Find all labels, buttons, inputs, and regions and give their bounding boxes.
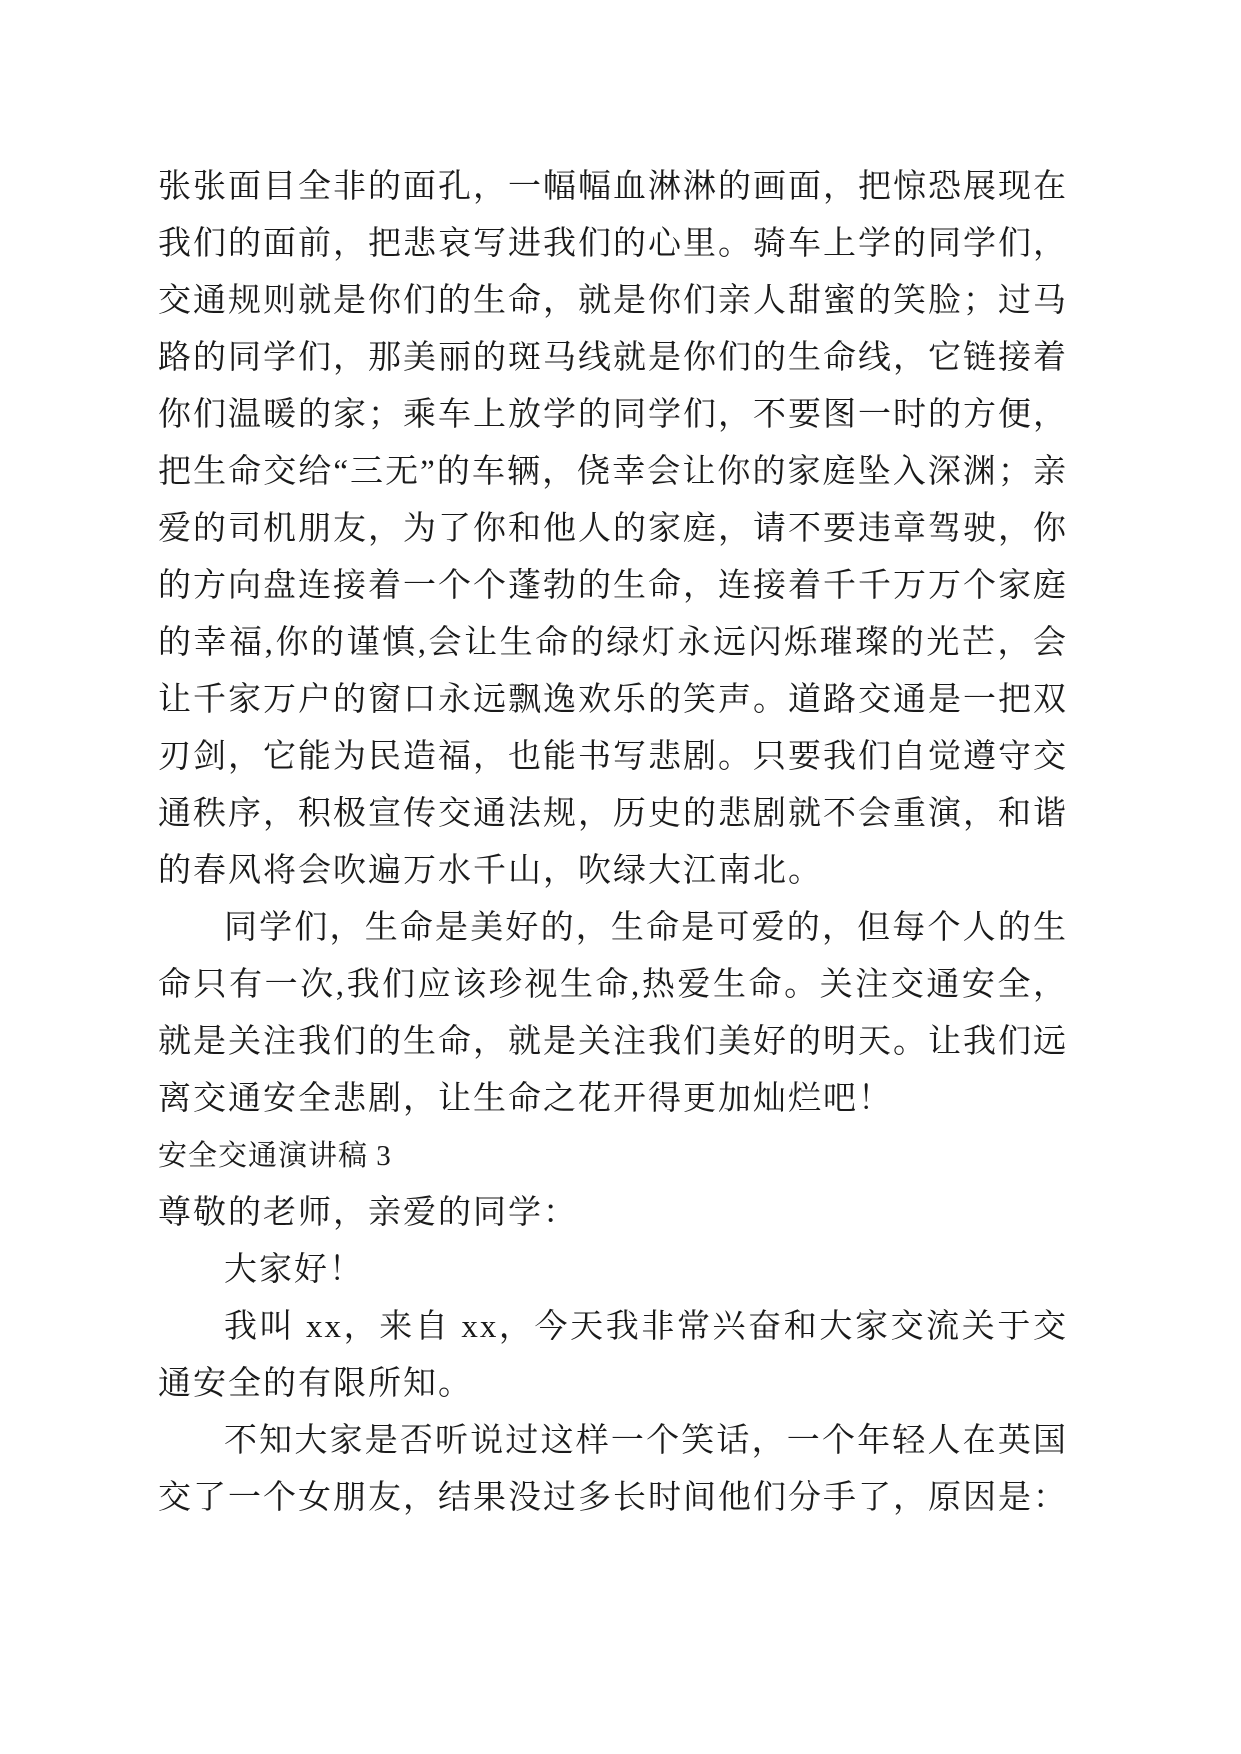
paragraph-greeting: 大家好！ bbox=[224, 1252, 364, 1288]
text-block bbox=[158, 159, 1068, 1527]
paragraph-self-introduction: 我叫 xx，来自 xx，今天我非常兴奋和大家交流关于交通安全的有限所知。 bbox=[158, 1309, 1068, 1402]
paragraph-joke-intro: 不知大家是否听说过这样一个笑话，一个年轻人在英国交了一个女朋友，结果没过多长时间他们分手了，原因是： bbox=[158, 1423, 1068, 1516]
paragraph-salutation: 尊敬的老师，亲爱的同学： bbox=[158, 1195, 578, 1231]
section-heading-speech-3: 安全交通演讲稿 3 bbox=[158, 1140, 392, 1172]
paragraph-traffic-rules: 张张面目全非的面孔，一幅幅血淋淋的画面，把惊恐展现在我们的面前，把悲哀写进我们的心里。骑车上学的同学们，交通规则就是你们的生命，就是你们亲人甜蜜的笑脸；过马路的同学们，那美丽的斑马线就是你们的生命线，它链接着你们温暖的家；乘车上放学的同学们，不要图一时的方便，把生命交给“三无”的车辆，侥幸会让你的家庭坠入深渊；亲爱的司机朋友，为了你和他人的家庭，请不要违章驾驶，你的方向盘连接着一个个蓬勃的生命，连接着千千万万个家庭的幸福,你的谨慎,会让生命的绿灯永远闪烁璀璨的光芒，会让千家万户的窗口永远飘逸欢乐的笑声。道路交通是一把双刃剑，它能为民造福，也能书写悲剧。只要我们自觉遵守交通秩序，积极宣传交通法规，历史的悲剧就不会重演，和谐的春风将会吹遍万水千山，吹绿大江南北。 bbox=[158, 169, 1068, 889]
paragraph-cherish-life: 同学们，生命是美好的，生命是可爱的，但每个人的生命只有一次,我们应该珍视生命,热爱生命。关注交通安全，就是关注我们的生命，就是关注我们美好的明天。让我们远离交通安全悲剧，让生命之花开得更加灿烂吧！ bbox=[158, 910, 1068, 1117]
